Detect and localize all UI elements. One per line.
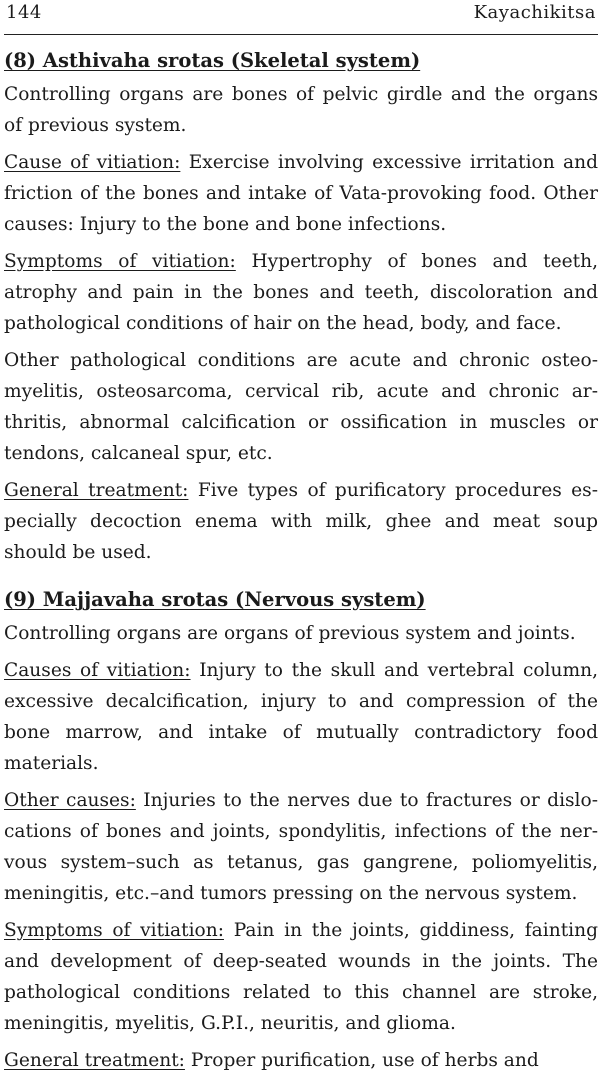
section-asthivaha [4, 47, 598, 568]
cause-text: Exercise involving excessive irritation and friction of the bones and intake of Vata-provoking food. Other causes: Injury to the bone and bone infections. [4, 152, 598, 235]
treatment-label: General treatment: [4, 480, 189, 501]
paragraph: Other pathological conditions are acute and chronic osteomyelitis, osteosarcoma, cervical rib, acute and chronic arthritis, abnormal calcification or ossification in muscles or tendons, calcaneal spur, etc. [4, 350, 598, 464]
running-header [4, 0, 598, 34]
treatment-text: Proper purification, use of herbs and [184, 1050, 539, 1071]
paragraph [4, 246, 598, 339]
paragraph: Controlling organs are organs of previous system and joints. [4, 623, 576, 644]
other-causes-label: Other causes: [4, 790, 136, 811]
other-causes-text: Injuries to the nerves due to fractures or dislocations of bones and joints, spondylitis, infections of the nervous system–such as tetanus, gas gangrene, poliomyelitis, meningitis, etc.–and tumors pressing on the nervous system. [4, 790, 598, 904]
paragraph [4, 147, 598, 240]
section-gap [4, 574, 598, 586]
page-number: 144 [6, 2, 42, 23]
symptoms-label: Symptoms of vitiation: [4, 920, 224, 941]
symptoms-label: Symptoms of vitiation: [4, 251, 236, 272]
header-rule [4, 34, 598, 35]
section-heading: (9) Majjavaha srotas (Nervous system) [4, 588, 426, 611]
running-title: Kayachikitsa [473, 2, 596, 23]
book-page [4, 0, 598, 1082]
paragraph [4, 475, 598, 568]
section-majjavaha [4, 586, 598, 1076]
symptoms-text: Hypertrophy of bones and teeth, atrophy and pain in the bones and teeth, discoloration and pathological conditions of hair on the head, body, and face. [4, 251, 599, 334]
paragraph: Controlling organs are bones of pelvic girdle and the organs of previous system. [4, 84, 598, 136]
cause-label: Cause of vitiation: [4, 152, 181, 173]
paragraph [4, 655, 598, 779]
paragraph [4, 1045, 598, 1076]
treatment-text: Five types of purificatory procedures especially decoction enema with milk, ghee and meat soup should be used. [4, 480, 598, 563]
causes-text: Injury to the skull and vertebral column, excessive decalcification, injury to and compression of the bone marrow, and intake of mutually contradictory food materials. [4, 660, 598, 774]
section-heading: (8) Asthivaha srotas (Skeletal system) [4, 49, 421, 72]
paragraph [4, 785, 598, 909]
causes-label: Causes of vitiation: [4, 660, 191, 681]
paragraph [4, 915, 598, 1039]
symptoms-text: Pain in the joints, giddiness, fainting and development of deep-seated wounds in the joints. The pathological conditions related to this channel are stroke, meningitis, myelitis, G.P.I., neuritis, and glioma. [4, 920, 598, 1034]
treatment-label: General treatment: [4, 1050, 185, 1071]
